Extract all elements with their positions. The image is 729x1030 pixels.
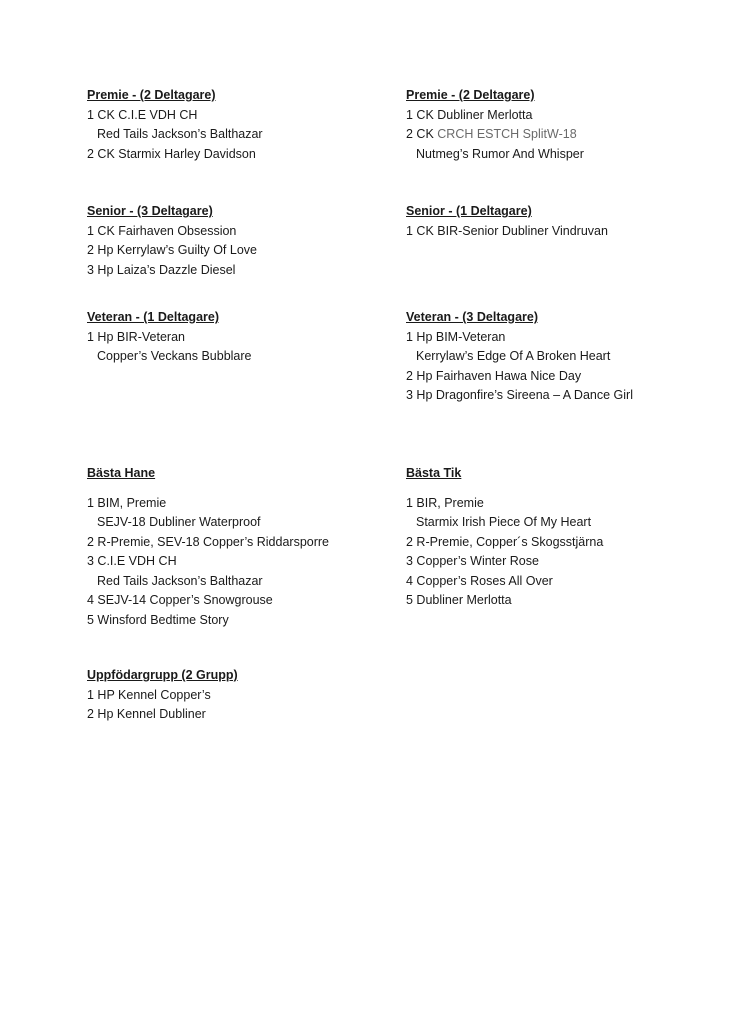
left-veteran-section bbox=[87, 308, 407, 367]
result-line: 2 Hp Kennel Dubliner bbox=[87, 707, 206, 721]
right-senior-section bbox=[406, 202, 726, 241]
section-heading: Veteran - (3 Deltagare) bbox=[406, 310, 538, 324]
result-line: 5 Winsford Bedtime Story bbox=[87, 612, 229, 627]
dog-name-line: SEJV-18 Dubliner Waterproof bbox=[97, 515, 261, 529]
dog-name-line: Red Tails Jackson’s Balthazar bbox=[97, 573, 263, 588]
placing-prefix: 2 CK bbox=[406, 127, 438, 141]
result-line: 3 C.I.E VDH CH bbox=[87, 554, 177, 568]
result-line: 3 Copper’s Winter Rose bbox=[406, 554, 539, 568]
basta-tik-section bbox=[406, 464, 726, 611]
uppfodargrupp-section bbox=[87, 666, 407, 725]
dog-name-line: Copper’s Veckans Bubblare bbox=[97, 349, 252, 363]
section-heading: Uppfödargrupp (2 Grupp) bbox=[87, 668, 238, 682]
right-veteran-section bbox=[406, 308, 726, 406]
result-line: 1 CK Fairhaven Obsession bbox=[87, 223, 237, 238]
dog-name-line: Red Tails Jackson’s Balthazar bbox=[97, 127, 263, 141]
result-line: 4 SEJV-14 Copper’s Snowgrouse bbox=[87, 593, 273, 607]
section-heading: Bästa Hane bbox=[87, 466, 156, 480]
result-line: 1 Hp BIM-Veteran bbox=[406, 329, 506, 344]
result-line: 2 Hp Kerrylaw’s Guilty Of Love bbox=[87, 243, 257, 257]
result-line: 4 Copper’s Roses All Over bbox=[406, 573, 553, 588]
titles-text: CRCH ESTCH SplitW-18 bbox=[437, 127, 577, 141]
result-line: 1 Hp BIR-Veteran bbox=[87, 329, 185, 344]
section-heading: Premie - (2 Deltagare) bbox=[87, 88, 216, 102]
basta-hane-section bbox=[87, 464, 407, 630]
result-line: 2 R-Premie, Copper´s Skogsstjärna bbox=[406, 534, 604, 549]
result-line: 2 CK Starmix Harley Davidson bbox=[87, 146, 256, 161]
result-line bbox=[406, 125, 726, 145]
result-line: 1 BIR, Premie bbox=[406, 495, 484, 510]
right-premie-section bbox=[406, 86, 726, 164]
section-heading: Senior - (1 Deltagare) bbox=[406, 204, 532, 218]
section-heading: Veteran - (1 Deltagare) bbox=[87, 310, 219, 324]
dog-name-line: Kerrylaw’s Edge Of A Broken Heart bbox=[416, 349, 611, 363]
result-line: 1 CK C.I.E VDH CH bbox=[87, 107, 198, 122]
dog-name-line: Starmix Irish Piece Of My Heart bbox=[416, 515, 592, 529]
result-line: 2 Hp Fairhaven Hawa Nice Day bbox=[406, 368, 582, 383]
result-line: 1 CK BIR-Senior Dubliner Vindruvan bbox=[406, 223, 608, 238]
result-line: 1 CK Dubliner Merlotta bbox=[406, 107, 533, 122]
result-line: 3 Hp Laiza’s Dazzle Diesel bbox=[87, 262, 236, 277]
section-heading: Senior - (3 Deltagare) bbox=[87, 204, 213, 218]
dog-name-line: Nutmeg’s Rumor And Whisper bbox=[416, 146, 584, 161]
result-line: 5 Dubliner Merlotta bbox=[406, 593, 512, 607]
result-line: 1 HP Kennel Copper’s bbox=[87, 687, 211, 702]
result-line: 3 Hp Dragonfire’s Sireena – A Dance Girl bbox=[406, 388, 633, 402]
left-senior-section bbox=[87, 202, 407, 280]
section-heading: Premie - (2 Deltagare) bbox=[406, 88, 535, 102]
section-heading: Bästa Tik bbox=[406, 466, 462, 480]
result-line: 1 BIM, Premie bbox=[87, 495, 167, 510]
result-line: 2 R-Premie, SEV-18 Copper’s Riddarsporre bbox=[87, 534, 330, 549]
left-premie-section bbox=[87, 86, 407, 164]
